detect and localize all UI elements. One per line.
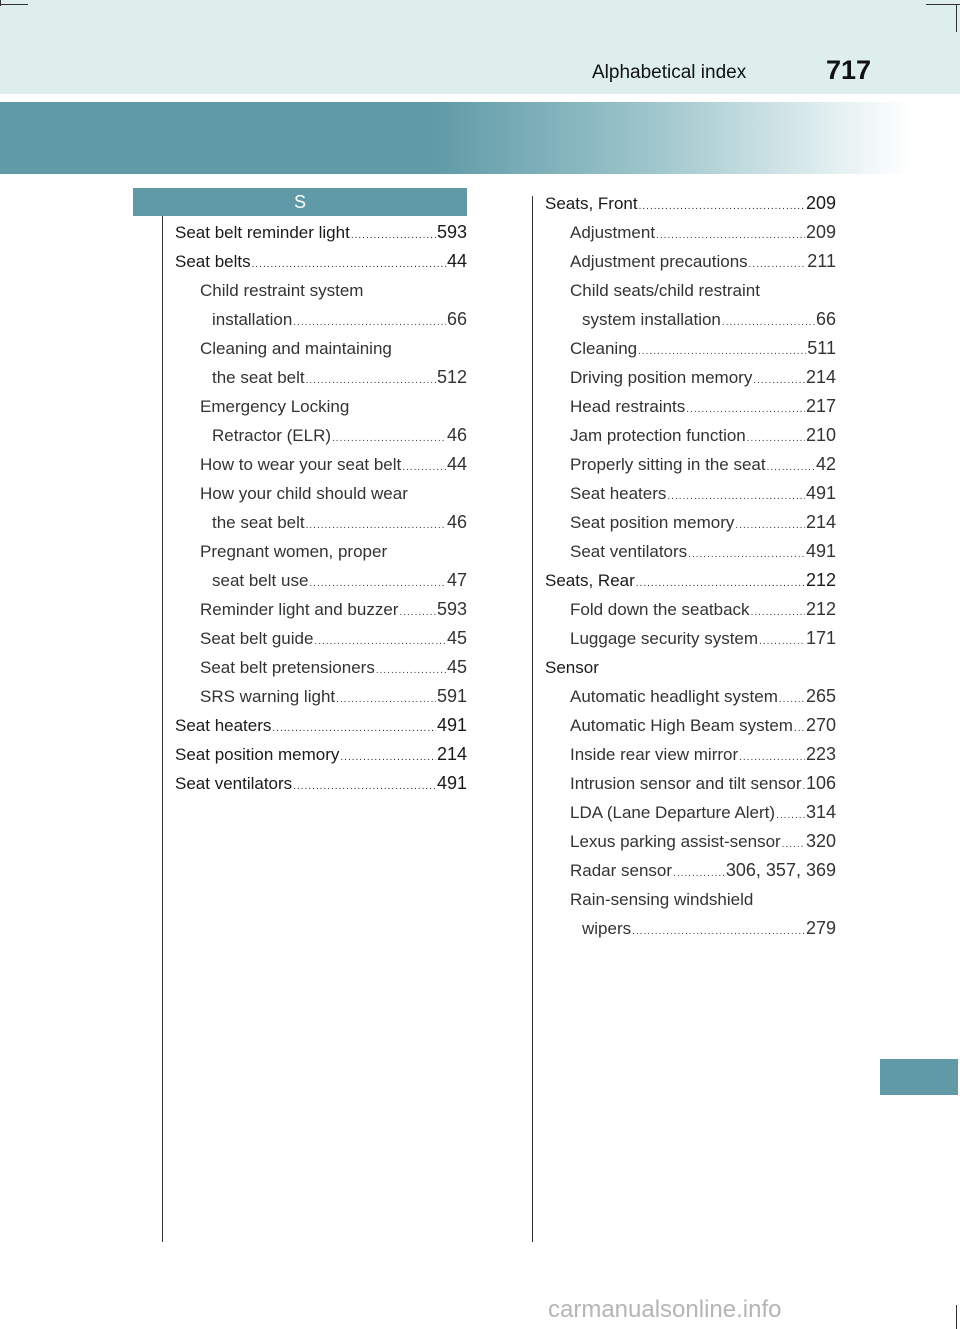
index-entry bbox=[175, 537, 467, 566]
index-entry-term: Seat ventilators bbox=[175, 774, 293, 793]
index-entry-term: Intrusion sensor and tilt sensor bbox=[570, 774, 802, 793]
index-entry-page: 593 bbox=[436, 222, 467, 242]
index-entry-term: Radar sensor bbox=[570, 861, 673, 880]
dot-leader bbox=[739, 743, 805, 772]
index-entry bbox=[545, 595, 836, 624]
index-entry-term: Seat belts bbox=[175, 252, 251, 271]
index-entry-page: 212 bbox=[805, 570, 836, 590]
index-entry bbox=[545, 885, 836, 914]
index-entry-term: Child seats/child restraint bbox=[570, 281, 760, 300]
index-entry-page: 212 bbox=[805, 599, 836, 619]
index-entry-term: Pregnant women, proper bbox=[200, 542, 388, 561]
index-entry-page: 214 bbox=[436, 744, 467, 764]
index-entry bbox=[545, 740, 836, 769]
index-entry-term: Luggage security system bbox=[570, 629, 759, 648]
header-band bbox=[0, 0, 960, 94]
index-entry-page: 320 bbox=[805, 831, 836, 851]
index-entry bbox=[545, 305, 836, 334]
index-entry bbox=[545, 276, 836, 305]
index-entry bbox=[175, 218, 467, 247]
index-entry-term: Seats, Rear bbox=[545, 571, 635, 590]
dot-leader bbox=[402, 453, 446, 482]
index-entry-term: installation bbox=[212, 310, 293, 329]
index-entry bbox=[545, 189, 836, 218]
dot-leader bbox=[351, 221, 436, 250]
dot-leader bbox=[638, 337, 806, 366]
index-entry-page: 210 bbox=[805, 425, 836, 445]
index-entry bbox=[545, 624, 836, 653]
index-entry bbox=[545, 537, 836, 566]
dot-leader bbox=[803, 772, 805, 801]
dot-leader bbox=[673, 859, 725, 888]
index-entry bbox=[545, 682, 836, 711]
index-entry-term: system installation bbox=[582, 310, 721, 329]
index-entry-page: 66 bbox=[446, 309, 467, 329]
crop-mark-top-left-h bbox=[0, 4, 28, 5]
dot-leader bbox=[306, 366, 436, 395]
dot-leader bbox=[306, 511, 446, 540]
index-entry bbox=[545, 421, 836, 450]
dot-leader bbox=[293, 772, 436, 801]
index-entry bbox=[175, 479, 467, 508]
dot-leader bbox=[747, 424, 805, 453]
dot-leader bbox=[639, 192, 805, 221]
index-entry bbox=[545, 508, 836, 537]
index-entry-term: Rain-sensing windshield bbox=[570, 890, 754, 909]
section-tab bbox=[880, 1059, 958, 1095]
index-entry-page: 279 bbox=[805, 918, 836, 938]
index-entry bbox=[545, 827, 836, 856]
dot-leader bbox=[753, 366, 805, 395]
dot-leader bbox=[735, 511, 805, 540]
index-entry-page: 491 bbox=[805, 483, 836, 503]
index-entry-term: Retractor (ELR) bbox=[212, 426, 332, 445]
index-entry bbox=[175, 595, 467, 624]
index-entry-term: Automatic High Beam system bbox=[570, 716, 793, 735]
index-entry-page: 491 bbox=[805, 541, 836, 561]
index-entry bbox=[175, 566, 467, 595]
index-entry-page: 45 bbox=[446, 657, 467, 677]
dot-leader bbox=[656, 221, 805, 250]
index-entry-page: 217 bbox=[805, 396, 836, 416]
index-entry bbox=[175, 363, 467, 392]
dot-leader bbox=[722, 308, 815, 337]
index-entry-term: Reminder light and buzzer bbox=[200, 600, 399, 619]
crop-mark-top-right bbox=[926, 4, 960, 5]
index-entry-page: 211 bbox=[807, 251, 836, 271]
index-entry-term: Jam protection function bbox=[570, 426, 746, 445]
index-entry bbox=[175, 711, 467, 740]
index-entry-page: 209 bbox=[805, 222, 836, 242]
index-left-column bbox=[175, 218, 467, 798]
index-entry bbox=[545, 798, 836, 827]
index-entry-term: Automatic headlight system bbox=[570, 687, 778, 706]
index-entry-term: Seat position memory bbox=[175, 745, 340, 764]
index-entry-page: 209 bbox=[805, 193, 836, 213]
index-entry-term: Seat belt pretensioners bbox=[200, 658, 375, 677]
index-entry bbox=[545, 247, 836, 276]
index-entry bbox=[175, 508, 467, 537]
index-entry-page: 512 bbox=[436, 367, 467, 387]
index-entry-term: Seat heaters bbox=[570, 484, 667, 503]
index-entry bbox=[545, 711, 836, 740]
index-entry bbox=[545, 566, 836, 595]
index-entry-term: the seat belt bbox=[212, 513, 305, 532]
index-entry-page: 314 bbox=[805, 802, 836, 822]
index-entry-page: 491 bbox=[436, 773, 467, 793]
index-entry bbox=[175, 247, 467, 276]
index-entry-term: Seat position memory bbox=[570, 513, 735, 532]
index-entry-page: 591 bbox=[436, 686, 467, 706]
index-entry-page: 593 bbox=[436, 599, 467, 619]
page-number: 717 bbox=[826, 55, 872, 85]
dot-leader bbox=[759, 627, 805, 656]
index-entry-term: the seat belt bbox=[212, 368, 305, 387]
index-entry-page: 171 bbox=[805, 628, 836, 648]
dot-leader bbox=[688, 540, 805, 569]
index-entry-term: Emergency Locking bbox=[200, 397, 350, 416]
index-entry-page: 214 bbox=[805, 367, 836, 387]
dot-leader bbox=[782, 830, 805, 859]
index-entry-term: How to wear your seat belt bbox=[200, 455, 402, 474]
section-letter-header: S bbox=[133, 188, 467, 216]
crop-mark-top-right-v bbox=[956, 4, 957, 32]
dot-leader bbox=[376, 656, 446, 685]
dot-leader bbox=[632, 917, 805, 946]
index-entry bbox=[175, 421, 467, 450]
index-entry bbox=[545, 363, 836, 392]
index-entry bbox=[545, 392, 836, 421]
index-entry bbox=[545, 856, 836, 885]
dot-leader bbox=[336, 685, 436, 714]
dot-leader bbox=[636, 569, 805, 598]
dot-leader bbox=[399, 598, 436, 627]
dot-leader bbox=[779, 685, 805, 714]
dot-leader bbox=[776, 801, 805, 830]
index-entry-page: 46 bbox=[446, 512, 467, 532]
dot-leader bbox=[309, 569, 446, 598]
index-entry-page: 491 bbox=[436, 715, 467, 735]
index-entry-page: 66 bbox=[815, 309, 836, 329]
index-entry bbox=[175, 450, 467, 479]
index-entry-term: Inside rear view mirror bbox=[570, 745, 739, 764]
index-entry-term: wipers bbox=[582, 919, 632, 938]
index-entry-term: How your child should wear bbox=[200, 484, 408, 503]
dot-leader bbox=[667, 482, 805, 511]
dot-leader bbox=[314, 627, 446, 656]
index-entry bbox=[175, 740, 467, 769]
index-entry bbox=[175, 276, 467, 305]
index-entry-term: seat belt use bbox=[212, 571, 309, 590]
index-entry-term: Properly sitting in the seat bbox=[570, 455, 766, 474]
index-entry-term: Lexus parking assist-sensor bbox=[570, 832, 781, 851]
index-entry-term: Child restraint system bbox=[200, 281, 364, 300]
dot-leader bbox=[794, 714, 805, 743]
dot-leader bbox=[332, 424, 446, 453]
index-entry-page: 45 bbox=[446, 628, 467, 648]
page-title: Alphabetical index bbox=[592, 62, 747, 83]
index-entry bbox=[175, 334, 467, 363]
index-entry-page: 44 bbox=[446, 251, 467, 271]
dot-leader bbox=[340, 743, 436, 772]
index-entry bbox=[175, 653, 467, 682]
index-entry-page: 511 bbox=[807, 338, 836, 358]
right-column-rule bbox=[532, 196, 533, 1242]
index-entry bbox=[545, 914, 836, 943]
dot-leader bbox=[272, 714, 436, 743]
index-entry-term: Head restraints bbox=[570, 397, 686, 416]
dot-leader bbox=[252, 250, 446, 279]
left-column-rule bbox=[162, 216, 163, 1242]
decorative-gradient-band bbox=[0, 102, 960, 174]
crop-mark-top-left bbox=[0, 0, 1, 6]
index-entry-page: 223 bbox=[805, 744, 836, 764]
index-entry-term: Driving position memory bbox=[570, 368, 753, 387]
index-entry-page: 44 bbox=[446, 454, 467, 474]
index-entry bbox=[545, 479, 836, 508]
index-entry-term: Adjustment precautions bbox=[570, 252, 748, 271]
index-entry-term: LDA (Lane Departure Alert) bbox=[570, 803, 776, 822]
dot-leader bbox=[293, 308, 446, 337]
index-entry-term: Seat belt guide bbox=[200, 629, 314, 648]
dot-leader bbox=[767, 453, 815, 482]
index-entry bbox=[545, 334, 836, 363]
index-entry-term: Sensor bbox=[545, 658, 599, 677]
index-entry-page: 306, 357, 369 bbox=[725, 860, 836, 880]
index-entry bbox=[175, 305, 467, 334]
index-entry-term: Cleaning bbox=[570, 339, 638, 358]
index-entry bbox=[175, 682, 467, 711]
index-entry-term: SRS warning light bbox=[200, 687, 336, 706]
index-entry bbox=[545, 450, 836, 479]
index-entry-term: Seat ventilators bbox=[570, 542, 688, 561]
index-entry-term: Seat heaters bbox=[175, 716, 272, 735]
crop-mark-bottom-right bbox=[956, 1305, 957, 1329]
index-entry bbox=[545, 218, 836, 247]
index-entry-page: 106 bbox=[805, 773, 836, 793]
watermark: carmanualsonline.info bbox=[548, 1296, 782, 1323]
index-entry-page: 270 bbox=[805, 715, 836, 735]
index-entry-term: Adjustment bbox=[570, 223, 656, 242]
dot-leader bbox=[686, 395, 805, 424]
index-right-column bbox=[545, 189, 836, 943]
dot-leader bbox=[749, 250, 807, 279]
index-entry-term: Seats, Front bbox=[545, 194, 638, 213]
index-entry bbox=[175, 624, 467, 653]
index-entry bbox=[175, 392, 467, 421]
index-entry-term: Fold down the seatback bbox=[570, 600, 750, 619]
index-entry-page: 42 bbox=[815, 454, 836, 474]
index-entry-page: 47 bbox=[446, 570, 467, 590]
index-entry-page: 46 bbox=[446, 425, 467, 445]
index-entry bbox=[545, 769, 836, 798]
index-entry-term: Cleaning and maintaining bbox=[200, 339, 392, 358]
index-entry bbox=[175, 769, 467, 798]
index-entry bbox=[545, 653, 836, 682]
index-entry-page: 265 bbox=[805, 686, 836, 706]
index-entry-page: 214 bbox=[805, 512, 836, 532]
index-entry-term: Seat belt reminder light bbox=[175, 223, 350, 242]
dot-leader bbox=[751, 598, 805, 627]
